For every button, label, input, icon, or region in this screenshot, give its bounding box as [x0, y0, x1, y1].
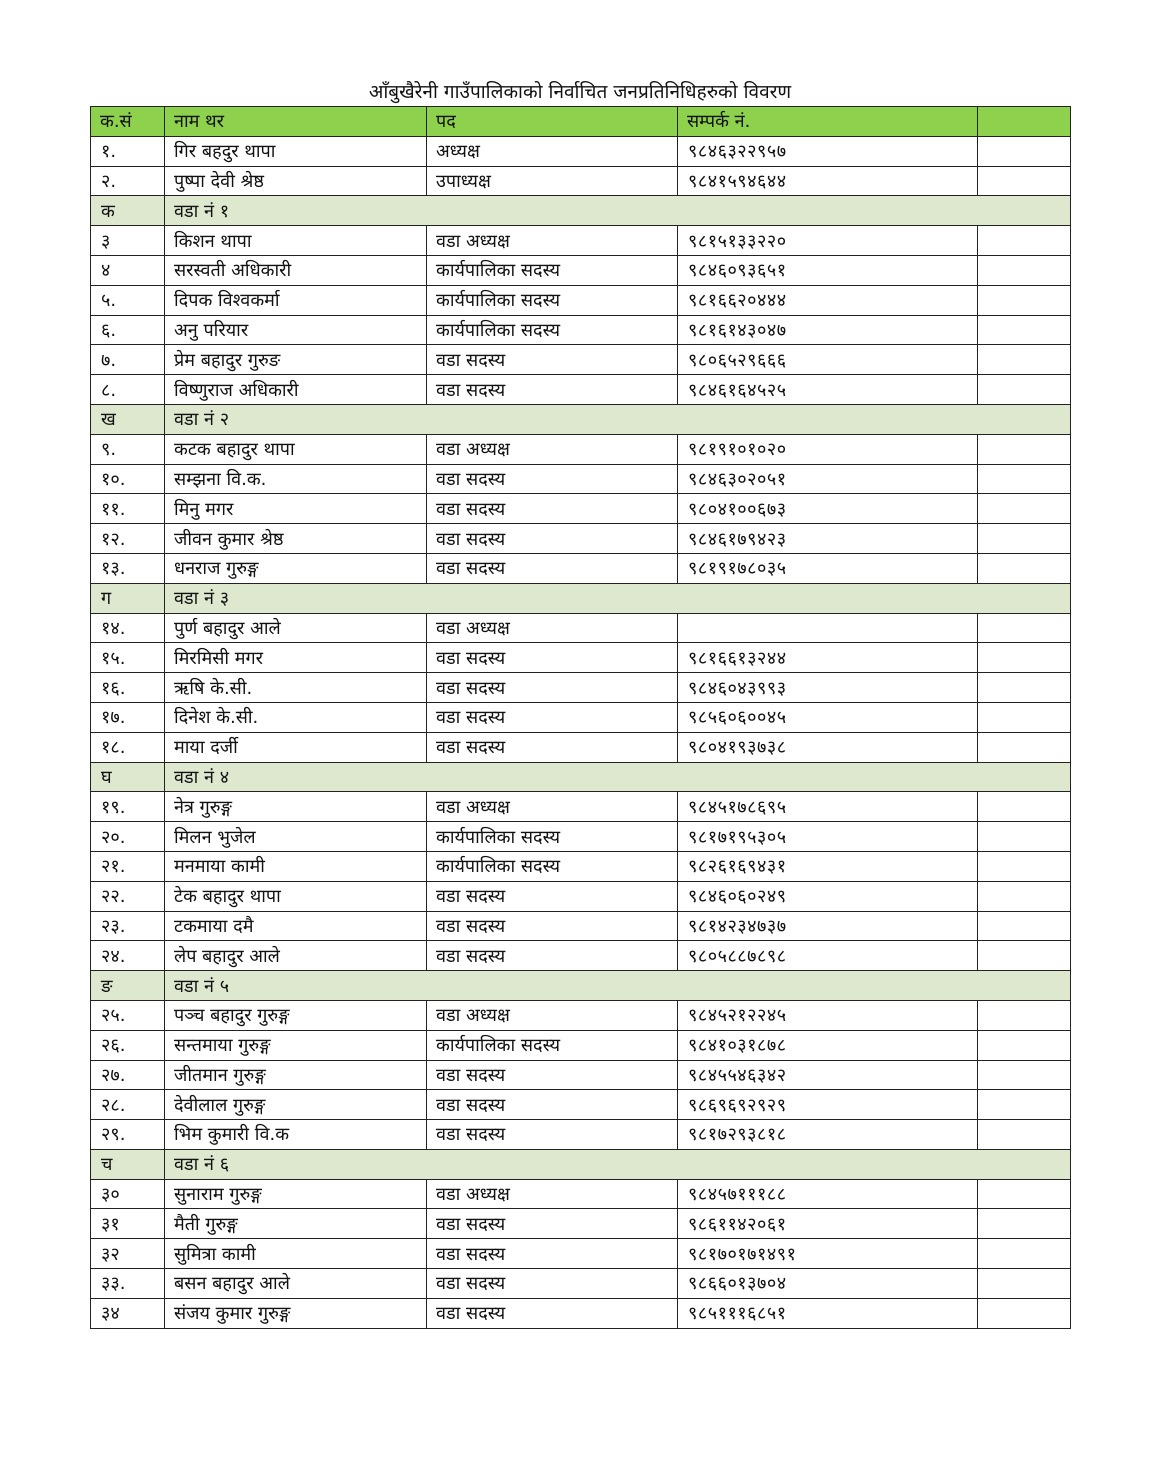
table-row — [91, 881, 1071, 911]
serial-cell: १०. — [91, 464, 165, 494]
blank-cell — [978, 673, 1071, 703]
contact-cell: ९८५१११६८५१ — [678, 1298, 978, 1328]
table-row — [91, 1239, 1071, 1269]
blank-cell — [978, 822, 1071, 852]
name-cell: मिलन भुजेल — [165, 822, 427, 852]
document-title: आँबुखैरेनी गाउँपालिकाको निर्वाचित जनप्रतिनिधिहरुको विवरण — [368, 81, 792, 103]
ward-header-row — [91, 583, 1071, 613]
table-row — [91, 1060, 1071, 1090]
contact-cell: ९८४६१६४५२५ — [678, 375, 978, 405]
name-cell: मैती गुरुङ्ग — [165, 1209, 427, 1239]
serial-cell: २५. — [91, 1000, 165, 1030]
post-cell: वडा अध्यक्ष — [427, 1179, 678, 1209]
post-cell: वडा सदस्य — [427, 1090, 678, 1120]
contact-cell — [678, 613, 978, 643]
serial-cell: ३४ — [91, 1298, 165, 1328]
serial-cell: २७. — [91, 1060, 165, 1090]
blank-cell — [978, 1179, 1071, 1209]
contact-cell: ९८६६०१३७०४ — [678, 1269, 978, 1299]
table-row — [91, 315, 1071, 345]
ward-code: ख — [91, 404, 165, 434]
serial-cell: २१. — [91, 851, 165, 881]
contact-cell: ९८१४२३४७३७ — [678, 911, 978, 941]
contact-cell: ९८४६०९३६५१ — [678, 255, 978, 285]
name-cell: जीतमान गुरुङ्ग — [165, 1060, 427, 1090]
post-cell: कार्यपालिका सदस्य — [427, 822, 678, 852]
header-row — [91, 107, 1071, 137]
post-cell: वडा सदस्य — [427, 881, 678, 911]
table-row — [91, 136, 1071, 166]
contact-cell: ९८२६१६९४३१ — [678, 851, 978, 881]
ward-code: ग — [91, 583, 165, 613]
post-cell: उपाध्यक्ष — [427, 166, 678, 196]
blank-cell — [978, 1209, 1071, 1239]
contact-cell: ९८४६३०२०५१ — [678, 464, 978, 494]
serial-cell: १७. — [91, 702, 165, 732]
ward-code: च — [91, 1149, 165, 1179]
contact-cell: ९८४५७१११८८ — [678, 1179, 978, 1209]
contact-cell: ९८४६०४३९९३ — [678, 673, 978, 703]
name-cell: विष्णुराज अधिकारी — [165, 375, 427, 405]
post-cell: कार्यपालिका सदस्य — [427, 285, 678, 315]
ward-header-row — [91, 762, 1071, 792]
serial-cell: १९. — [91, 792, 165, 822]
blank-cell — [978, 1090, 1071, 1120]
contact-cell: ९८०४१९३७३८ — [678, 732, 978, 762]
ward-label: वडा नं १ — [165, 196, 1071, 226]
name-cell: सरस्वती अधिकारी — [165, 255, 427, 285]
post-cell: वडा सदस्य — [427, 345, 678, 375]
name-cell: गिर बहदुर थापा — [165, 136, 427, 166]
name-cell: दिपक विश्वकर्मा — [165, 285, 427, 315]
table-row — [91, 613, 1071, 643]
post-cell: कार्यपालिका सदस्य — [427, 851, 678, 881]
contact-cell: ९८१५१३३२२० — [678, 226, 978, 256]
table-row — [91, 1000, 1071, 1030]
table-row — [91, 941, 1071, 971]
table-row — [91, 1090, 1071, 1120]
serial-cell: २८. — [91, 1090, 165, 1120]
table-row — [91, 1298, 1071, 1328]
col-header-serial: क.सं — [91, 107, 165, 137]
name-cell: मिनु मगर — [165, 494, 427, 524]
contact-cell: ९८१९१०१०२० — [678, 434, 978, 464]
serial-cell: ६. — [91, 315, 165, 345]
contact-cell: ९८६११४२०६१ — [678, 1209, 978, 1239]
ward-label: वडा नं ५ — [165, 971, 1071, 1001]
serial-cell: ३० — [91, 1179, 165, 1209]
serial-cell: १५. — [91, 643, 165, 673]
post-cell: वडा सदस्य — [427, 1298, 678, 1328]
post-cell: वडा सदस्य — [427, 702, 678, 732]
serial-cell: ११. — [91, 494, 165, 524]
post-cell: वडा सदस्य — [427, 553, 678, 583]
serial-cell: २४. — [91, 941, 165, 971]
serial-cell: १३. — [91, 553, 165, 583]
table-row — [91, 673, 1071, 703]
post-cell: वडा अध्यक्ष — [427, 613, 678, 643]
table-row — [91, 464, 1071, 494]
post-cell: वडा सदस्य — [427, 1060, 678, 1090]
blank-cell — [978, 553, 1071, 583]
table-row — [91, 1120, 1071, 1150]
blank-cell — [978, 1239, 1071, 1269]
post-cell: वडा सदस्य — [427, 673, 678, 703]
table-row — [91, 1179, 1071, 1209]
blank-cell — [978, 613, 1071, 643]
post-cell: अध्यक्ष — [427, 136, 678, 166]
table-row — [91, 375, 1071, 405]
name-cell: मनमाया कामी — [165, 851, 427, 881]
col-header-name: नाम थर — [165, 107, 427, 137]
blank-cell — [978, 1000, 1071, 1030]
table-row — [91, 345, 1071, 375]
name-cell: पुर्ण बहादुर आले — [165, 613, 427, 643]
blank-cell — [978, 792, 1071, 822]
post-cell: वडा सदस्य — [427, 375, 678, 405]
serial-cell: १८. — [91, 732, 165, 762]
post-cell: वडा सदस्य — [427, 1120, 678, 1150]
name-cell: सुनाराम गुरुङ्ग — [165, 1179, 427, 1209]
blank-cell — [978, 345, 1071, 375]
serial-cell: ३१ — [91, 1209, 165, 1239]
blank-cell — [978, 941, 1071, 971]
ward-label: वडा नं २ — [165, 404, 1071, 434]
table-body — [91, 136, 1071, 1328]
blank-cell — [978, 464, 1071, 494]
table-row — [91, 1030, 1071, 1060]
serial-cell: ९. — [91, 434, 165, 464]
blank-cell — [978, 136, 1071, 166]
ward-header-row — [91, 404, 1071, 434]
serial-cell: ३२ — [91, 1239, 165, 1269]
table-row — [91, 732, 1071, 762]
name-cell: दिनेश के.सी. — [165, 702, 427, 732]
contact-cell: ९८४५१७८६९५ — [678, 792, 978, 822]
name-cell: ऋषि के.सी. — [165, 673, 427, 703]
blank-cell — [978, 643, 1071, 673]
serial-cell: २. — [91, 166, 165, 196]
contact-cell: ९८१६६१३२४४ — [678, 643, 978, 673]
name-cell: टकमाया दमै — [165, 911, 427, 941]
serial-cell: ४ — [91, 255, 165, 285]
name-cell: मिरमिसी मगर — [165, 643, 427, 673]
col-header-post: पद — [427, 107, 678, 137]
table-row — [91, 226, 1071, 256]
post-cell: कार्यपालिका सदस्य — [427, 255, 678, 285]
contact-cell: ९८४६०६०२४९ — [678, 881, 978, 911]
table-row — [91, 494, 1071, 524]
serial-cell: २२. — [91, 881, 165, 911]
col-header-contact: सम्पर्क नं. — [678, 107, 978, 137]
table-row — [91, 553, 1071, 583]
serial-cell: ५. — [91, 285, 165, 315]
table-row — [91, 524, 1071, 554]
name-cell: धनराज गुरुङ्ग — [165, 553, 427, 583]
contact-cell: ९८४१०३१८७८ — [678, 1030, 978, 1060]
name-cell: सुमित्रा कामी — [165, 1239, 427, 1269]
blank-cell — [978, 1269, 1071, 1299]
contact-cell: ९८१७२९३८१८ — [678, 1120, 978, 1150]
post-cell: वडा सदस्य — [427, 1239, 678, 1269]
serial-cell: १. — [91, 136, 165, 166]
blank-cell — [978, 881, 1071, 911]
blank-cell — [978, 851, 1071, 881]
serial-cell: १२. — [91, 524, 165, 554]
contact-cell: ९८१७१९५३०५ — [678, 822, 978, 852]
blank-cell — [978, 494, 1071, 524]
post-cell: वडा सदस्य — [427, 643, 678, 673]
blank-cell — [978, 1120, 1071, 1150]
post-cell: वडा सदस्य — [427, 494, 678, 524]
name-cell: जीवन कुमार श्रेष्ठ — [165, 524, 427, 554]
serial-cell: ३३. — [91, 1269, 165, 1299]
representatives-table — [90, 106, 1071, 1329]
name-cell: पुष्पा देवी श्रेष्ठ — [165, 166, 427, 196]
post-cell: वडा अध्यक्ष — [427, 226, 678, 256]
blank-cell — [978, 1060, 1071, 1090]
post-cell: वडा अध्यक्ष — [427, 792, 678, 822]
contact-cell: ९८४६३२२९५७ — [678, 136, 978, 166]
table-row — [91, 822, 1071, 852]
table-row — [91, 643, 1071, 673]
name-cell: पञ्च बहादुर गुरुङ्ग — [165, 1000, 427, 1030]
name-cell: संजय कुमार गुरुङ्ग — [165, 1298, 427, 1328]
name-cell: नेत्र गुरुङ्ग — [165, 792, 427, 822]
ward-label: वडा नं ४ — [165, 762, 1071, 792]
ward-label: वडा नं ३ — [165, 583, 1071, 613]
table-row — [91, 792, 1071, 822]
name-cell: लेप बहादुर आले — [165, 941, 427, 971]
post-cell: वडा सदस्य — [427, 911, 678, 941]
blank-cell — [978, 375, 1071, 405]
ward-header-row — [91, 196, 1071, 226]
post-cell: वडा अध्यक्ष — [427, 434, 678, 464]
name-cell: देवीलाल गुरुङ्ग — [165, 1090, 427, 1120]
name-cell: कटक बहादुर थापा — [165, 434, 427, 464]
table-row — [91, 1269, 1071, 1299]
table-row — [91, 1209, 1071, 1239]
contact-cell: ९८५६०६००४५ — [678, 702, 978, 732]
blank-cell — [978, 732, 1071, 762]
blank-cell — [978, 911, 1071, 941]
blank-cell — [978, 315, 1071, 345]
blank-cell — [978, 702, 1071, 732]
table-row — [91, 166, 1071, 196]
blank-cell — [978, 285, 1071, 315]
serial-cell: १६. — [91, 673, 165, 703]
name-cell: किशन थापा — [165, 226, 427, 256]
contact-cell: ९८०५८८७८९८ — [678, 941, 978, 971]
name-cell: सम्झना वि.क. — [165, 464, 427, 494]
serial-cell: २३. — [91, 911, 165, 941]
table-row — [91, 702, 1071, 732]
ward-code: ङ — [91, 971, 165, 1001]
ward-code: क — [91, 196, 165, 226]
contact-cell: ९८४५५४६३४२ — [678, 1060, 978, 1090]
table-row — [91, 255, 1071, 285]
contact-cell: ९८१७०१७१४९१ — [678, 1239, 978, 1269]
contact-cell: ९८०४१००६७३ — [678, 494, 978, 524]
blank-cell — [978, 1030, 1071, 1060]
blank-cell — [978, 255, 1071, 285]
table-row — [91, 285, 1071, 315]
col-header-blank — [978, 107, 1071, 137]
contact-cell: ९८४६१७९४२३ — [678, 524, 978, 554]
serial-cell: ३ — [91, 226, 165, 256]
blank-cell — [978, 524, 1071, 554]
contact-cell: ९८१६६२०४४४ — [678, 285, 978, 315]
name-cell: टेक बहादुर थापा — [165, 881, 427, 911]
name-cell: माया दर्जी — [165, 732, 427, 762]
contact-cell: ९८१९१७८०३५ — [678, 553, 978, 583]
name-cell: सन्तमाया गुरुङ्ग — [165, 1030, 427, 1060]
serial-cell: ८. — [91, 375, 165, 405]
serial-cell: ७. — [91, 345, 165, 375]
contact-cell: ९८४१५९४६४४ — [678, 166, 978, 196]
post-cell: वडा अध्यक्ष — [427, 1000, 678, 1030]
serial-cell: २९. — [91, 1120, 165, 1150]
post-cell: वडा सदस्य — [427, 1269, 678, 1299]
contact-cell: ९८०६५२९६६६ — [678, 345, 978, 375]
name-cell: बसन बहादुर आले — [165, 1269, 427, 1299]
name-cell: भिम कुमारी वि.क — [165, 1120, 427, 1150]
post-cell: वडा सदस्य — [427, 1209, 678, 1239]
ward-label: वडा नं ६ — [165, 1149, 1071, 1179]
post-cell: वडा सदस्य — [427, 941, 678, 971]
contact-cell: ९८१६१४३०४७ — [678, 315, 978, 345]
table-row — [91, 851, 1071, 881]
table-row — [91, 911, 1071, 941]
post-cell: वडा सदस्य — [427, 524, 678, 554]
ward-code: घ — [91, 762, 165, 792]
blank-cell — [978, 1298, 1071, 1328]
blank-cell — [978, 434, 1071, 464]
serial-cell: २०. — [91, 822, 165, 852]
ward-header-row — [91, 1149, 1071, 1179]
post-cell: कार्यपालिका सदस्य — [427, 1030, 678, 1060]
serial-cell: १४. — [91, 613, 165, 643]
name-cell: अनु परियार — [165, 315, 427, 345]
post-cell: वडा सदस्य — [427, 464, 678, 494]
blank-cell — [978, 226, 1071, 256]
post-cell: कार्यपालिका सदस्य — [427, 315, 678, 345]
serial-cell: २६. — [91, 1030, 165, 1060]
post-cell: वडा सदस्य — [427, 732, 678, 762]
contact-cell: ९८६९६९२९२९ — [678, 1090, 978, 1120]
contact-cell: ९८४५२१२२४५ — [678, 1000, 978, 1030]
table-row — [91, 434, 1071, 464]
ward-header-row — [91, 971, 1071, 1001]
name-cell: प्रेम बहादुर गुरुङ — [165, 345, 427, 375]
blank-cell — [978, 166, 1071, 196]
